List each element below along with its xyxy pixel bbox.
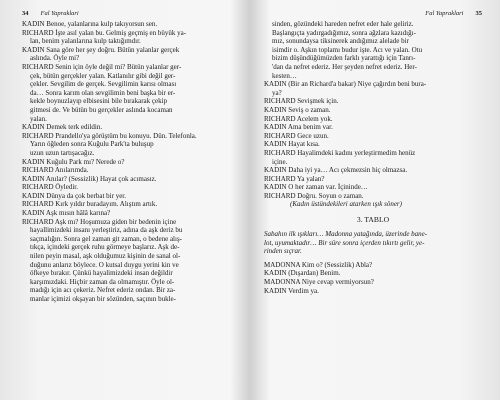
text-line: KADIN Aşk mısın hâlâ karına? — [22, 209, 111, 218]
text-line: RICHARD Kırk yıldır buradayım. Alıştım artık. — [22, 200, 158, 209]
stage-direction — [264, 230, 482, 256]
right-page-number: 35 — [475, 10, 482, 17]
text-line: çekler. Sevgilim de gerçek. Sevgilimin karısı olması — [30, 80, 177, 89]
dialogue-block — [264, 261, 482, 295]
text-line: KADIN Hayat kısa. — [264, 140, 320, 149]
text-line: RICHARD Ya yalan? — [264, 174, 325, 183]
text-line: KADIN Dünya da çok berbat bir yer. — [22, 191, 126, 200]
text-line: aslında. Öyle mi? — [30, 54, 80, 63]
right-running-title: Fal Yapraklari — [425, 10, 464, 17]
text-line: RICHARD Aşk mı? Hoşumuza giden bir bedenin içine — [22, 217, 177, 226]
text-line: KADIN Daha iyi ya… Acı çekmezsin hiç olmazsa. — [264, 166, 408, 175]
text-line: da… Sonra karım olan sevgilimin beni başka bir er- — [30, 88, 176, 97]
text-line: KADIN Seviş o zaman. — [264, 105, 331, 114]
text-line: mız, sonundaysa tiksinerek andığımız alelade bir — [272, 37, 409, 46]
text-line: KADIN (Bir an Richard'a bakar) Niye çağırdın beni bura- — [264, 80, 427, 89]
text-line: RICHARD Hayalimdeki kadını yerleştirmedim henüz — [264, 148, 416, 157]
left-running-title: Fal Yapraklari — [40, 10, 79, 17]
text-line: nilen peyin masal, aşk olduğumuz kişinin de sanal ol- — [30, 252, 181, 261]
text-line: çek, bütün gerçekler yalan. Katlanılır gibi değil ger- — [30, 71, 176, 80]
text-line: Başlangıçta yadırgadığımız, sonra ağzlara kazıdığı- — [272, 28, 416, 37]
text-line: RICHARD Acelem yok. — [264, 114, 333, 123]
text-line: saçmalığın. Sonra gel zaman git zaman, o bedene alış- — [30, 234, 183, 243]
left-page-number: 34 — [22, 10, 29, 17]
stage-direction-line: Sabahın ilk ışıkları… Madonna yatağında, üzerinde bane- — [264, 230, 428, 239]
text-line: lan, benim yalanlarına kulp taktığımdır. — [30, 37, 141, 46]
text-line: MADONNA Kim o? (Sessizlik) Abla? — [264, 260, 373, 269]
stage-direction-line: rinden sıçrar. — [264, 247, 302, 256]
text-line: RICHARD Doğru. Soyun o zaman. — [264, 191, 364, 200]
right-page-text — [264, 20, 482, 209]
text-line: KADIN Demek terk edildin. — [22, 123, 103, 132]
text-line: 'dan da nefret ederiz. Her şeyden nefret ederiz. Her- — [272, 62, 417, 71]
right-page — [250, 0, 500, 400]
text-line: KADIN Anılar? (Sessizlik) Hayat çok acımasız. — [22, 174, 157, 183]
text-line: bizim düşündüğümüzden farklı yarattığı için Tanrı- — [272, 54, 416, 63]
text-line: RICHARD Gece uzun. — [264, 131, 329, 140]
text-line: yalan. — [30, 114, 47, 123]
left-page-header — [22, 10, 240, 20]
text-line: gitmesi de. Ve bütün bu gerçekler aslında kocaman — [30, 105, 173, 114]
text-line: KADIN Benoe, yalanlarına kulp takıyorsun sen. — [22, 20, 158, 28]
text-line: kesten… — [272, 71, 297, 80]
text-line: RICHARD Senin için öyle değil mi? Bütün yalanlar ger- — [22, 62, 182, 71]
stage-note: (Kadın üstündekileri atarken ışık söner) — [290, 200, 402, 209]
text-line: karşımızdaki. Hiçbir zaman da olmamıştır. Öyle ol- — [30, 277, 175, 286]
text-line: KADIN Ama benim var. — [264, 123, 333, 132]
text-line: hayallimizdeki insanı yerleştiriz, adına da aşk deriz bu — [30, 226, 183, 235]
text-line: isimdir o. Aşkın toplamı budur işte. Acı ve yalan. Otu — [272, 45, 423, 54]
text-line: uzun uzun tartışacağız. — [30, 148, 95, 157]
left-page-text — [22, 20, 240, 304]
text-line: içine. — [272, 157, 288, 166]
text-line: öfkeye bırakır. Çünkü hayalimizdeki insan değildir — [30, 269, 173, 278]
text-line: Yarın öğleden sonra Kuğulu Park'ta buluşup — [30, 140, 154, 149]
text-line: KADIN Verdim ya. — [264, 286, 319, 295]
text-line: kekle boynuzlayıp elbisesini bile bırakarak çekip — [30, 97, 168, 106]
text-line: KADIN Kuğulu Park mı? Nerede o? — [22, 157, 125, 166]
text-line: manlar içimizi okşayan bir sözünden, saçının bukle- — [30, 295, 176, 303]
text-line: RICHARD Prandello'ya görüştüm bu konuyu. Dün. Telefonla. — [22, 131, 197, 140]
right-page-header — [264, 10, 482, 20]
text-line: duğunu anlarız böylece. O kutsal duygu yerini kin ve — [30, 260, 179, 269]
text-line: RICHARD Anılarımda. — [22, 166, 89, 175]
stage-direction-line: lot, uyumaktadır… Bir süre sonra içerden tıkırtı gelir, ye- — [264, 238, 425, 247]
text-line: ya? — [272, 88, 282, 97]
text-line: KADIN (Dışardan) Benim. — [264, 269, 341, 278]
text-line: RICHARD Öyledir. — [22, 183, 78, 192]
text-line: MADONNA Niye cevap vermiyorsun? — [264, 278, 374, 287]
text-line: KADIN Sana göre her şey doğru. Bütün yalanlar gerçek — [22, 45, 180, 54]
text-line: tıkça, içindeki gerçek ruhu görmeye başlarız. Aşk de- — [30, 243, 180, 252]
section-title: 3. TABLO — [356, 215, 390, 225]
text-line: RICHARD İşte asıl yalan bu. Gelmiş geçmiş en büyük ya- — [22, 28, 187, 37]
text-line: sinden, gözündeki hareden nefret eder hale geliriz. — [272, 20, 414, 28]
text-line: madığı için acı çekeriz. Nefret ederiz ondan. Bir za- — [30, 286, 176, 295]
text-line: KADIN O her zaman var. İçininde… — [264, 183, 368, 192]
text-line: RICHARD Sevişmek için. — [264, 97, 339, 106]
